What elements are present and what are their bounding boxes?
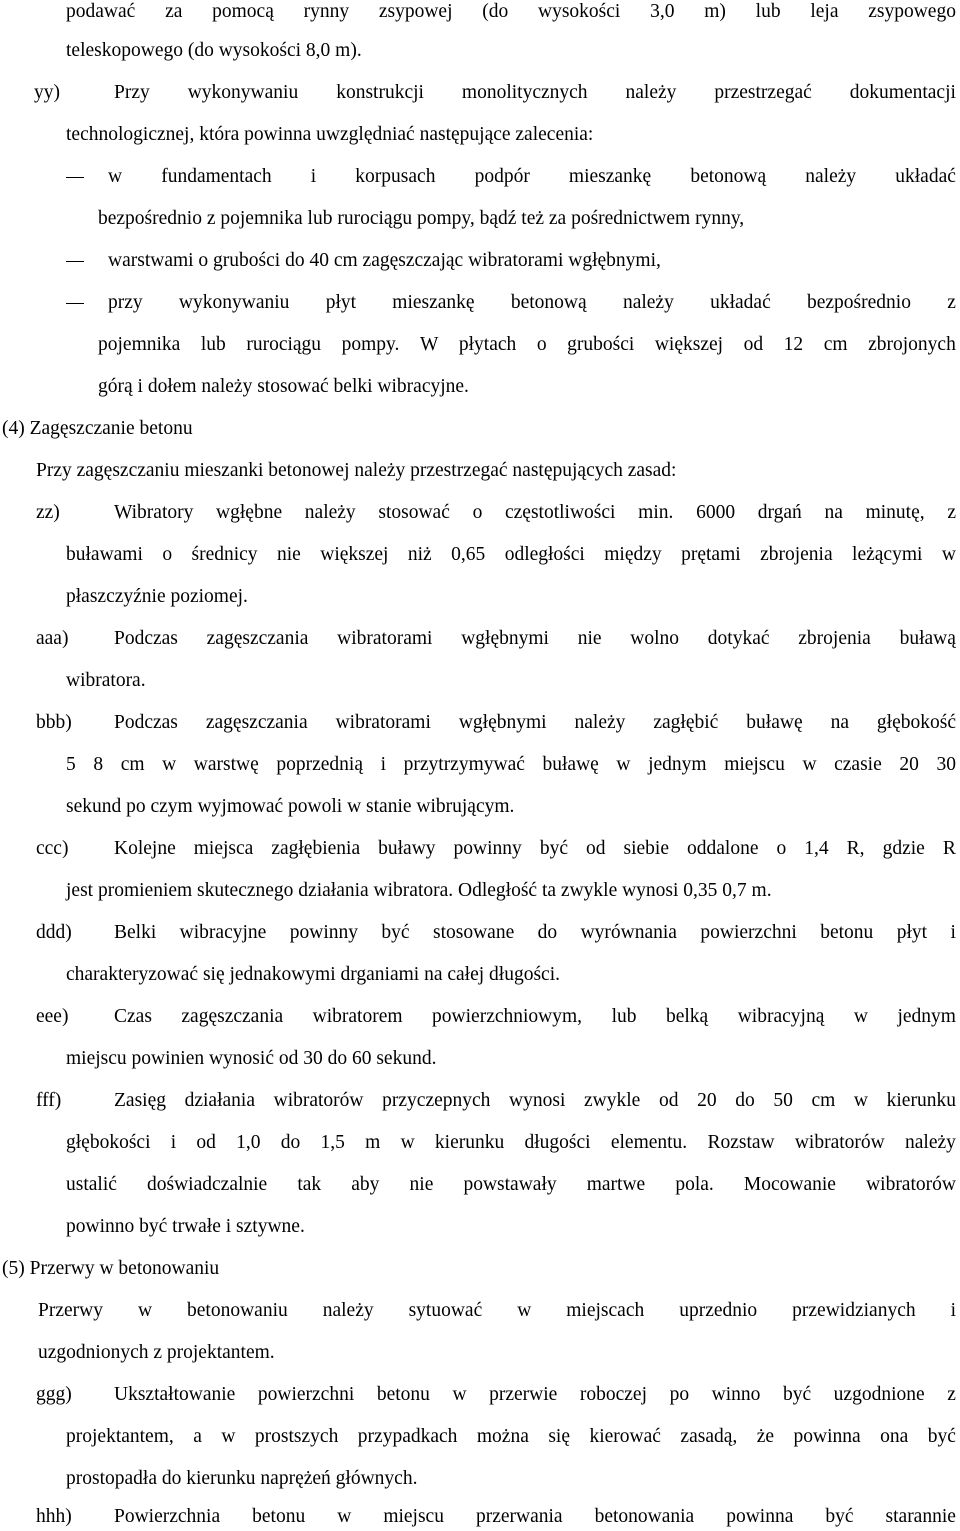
word: być — [539, 838, 568, 859]
word: lub — [755, 1, 781, 22]
word: od — [658, 1090, 679, 1111]
word: zagęszczania — [181, 1006, 284, 1027]
word: rynny — [303, 1, 350, 22]
word: a — [193, 1426, 202, 1447]
bullet-3-line-1 — [108, 291, 956, 315]
item-label-ccc: ccc) — [36, 838, 69, 859]
item-ggg-line-3: prostopadła do kierunku naprężeń głównych. — [66, 1468, 418, 1489]
word: wibracyjne — [179, 922, 267, 943]
word: w — [452, 1384, 467, 1405]
word: powierzchni — [700, 922, 797, 943]
word: stosować — [378, 502, 450, 523]
word: doświadczalnie — [147, 1174, 268, 1195]
word: prętami — [681, 544, 741, 565]
section-5-intro-line-2: uzgodnionych z projektantem. — [38, 1342, 275, 1363]
word: betonu — [376, 1384, 430, 1405]
word: wysokości — [538, 1, 621, 22]
word: wibratorów — [866, 1174, 956, 1195]
word: leja — [810, 1, 839, 22]
word: tak — [297, 1174, 322, 1195]
word: pola. — [675, 1174, 714, 1195]
bullet-3-line-2 — [98, 333, 956, 357]
word: i — [950, 1300, 956, 1321]
word: betonową — [690, 166, 767, 187]
word: pomocą — [212, 1, 274, 22]
word: buławy — [378, 838, 436, 859]
word: przy — [108, 292, 143, 313]
word: miejscu — [724, 754, 785, 775]
item-label-eee: eee) — [36, 1006, 69, 1027]
word: większej — [320, 544, 389, 565]
word: na — [824, 502, 843, 523]
word: wyrównania — [580, 922, 677, 943]
word: konstrukcji — [336, 82, 424, 103]
bullet-3-line-3: górą i dołem należy stosować belki wibracyjne. — [98, 376, 469, 397]
word: powstawały — [463, 1174, 557, 1195]
word: R, — [846, 838, 865, 859]
item-yy-line-1 — [114, 81, 956, 105]
word: przerwania — [475, 1506, 563, 1527]
word: należy — [905, 1132, 956, 1153]
word: w — [137, 1300, 153, 1321]
item-fff-line-4: powinno być trwałe i sztywne. — [66, 1216, 305, 1237]
word: głębokości — [66, 1132, 151, 1153]
word: kierunku — [434, 1132, 505, 1153]
item-fff-line-3 — [66, 1173, 956, 1197]
word: Powierzchnia — [114, 1506, 221, 1527]
word: wolno — [630, 628, 680, 649]
word: przerwie — [489, 1384, 558, 1405]
word: drgań — [757, 502, 802, 523]
word: powierzchni — [257, 1384, 355, 1405]
word: niż — [407, 544, 432, 565]
word: leżącymi — [852, 544, 923, 565]
word: Ukształtowanie — [114, 1384, 236, 1405]
word: ustalić — [66, 1174, 117, 1195]
word: buławą — [899, 628, 956, 649]
word: 1,4 — [804, 838, 829, 859]
word: poprzednią — [276, 754, 364, 775]
word: betonową — [510, 292, 587, 313]
word: zbrojonych — [868, 334, 956, 355]
word: korpusach — [355, 166, 436, 187]
word: można — [476, 1426, 529, 1447]
word: zbrojenia — [798, 628, 871, 649]
word: i — [380, 754, 387, 775]
word: Podczas — [114, 712, 178, 733]
word: m) — [704, 1, 726, 22]
word: przyczepnych — [382, 1090, 491, 1111]
word: 1,5 — [320, 1132, 345, 1153]
word: starannie — [885, 1506, 956, 1527]
word: mieszankę — [568, 166, 652, 187]
word: powierzchniowym, — [432, 1006, 583, 1027]
word: oddalone — [687, 838, 759, 859]
word: gdzie — [882, 838, 925, 859]
word: być — [782, 1384, 812, 1405]
word: zbrojenia — [760, 544, 833, 565]
item-ggg-line-1 — [114, 1383, 956, 1407]
word: Wibratory — [114, 502, 194, 523]
bullet-1-line-1 — [108, 165, 956, 189]
word: dokumentacji — [849, 82, 956, 103]
word: w — [853, 1090, 868, 1111]
word: wibratorami — [335, 712, 431, 733]
word: pompy. — [341, 334, 400, 355]
item-eee-line-2: miejscu powinien wynosić od 30 do 60 sekund. — [66, 1048, 437, 1069]
word: Zasięg — [114, 1090, 166, 1111]
item-bbb-line-2 — [66, 753, 956, 777]
word: zwykle — [584, 1090, 641, 1111]
word: że — [756, 1426, 775, 1447]
word: w — [162, 754, 177, 775]
word: cm — [823, 334, 848, 355]
word: należy — [574, 712, 626, 733]
word: buławę — [542, 754, 599, 775]
word: należy — [304, 502, 356, 523]
item-ggg-line-2 — [66, 1425, 956, 1449]
word: i — [950, 922, 956, 943]
word: prostszych — [254, 1426, 339, 1447]
item-label-hhh: hhh) — [36, 1506, 72, 1527]
word: podawać — [66, 1, 136, 22]
word: betonu — [252, 1506, 306, 1527]
word: pojemnika — [98, 334, 181, 355]
word: od — [196, 1132, 216, 1153]
word: min. — [638, 502, 674, 523]
word: zagłębić — [653, 712, 719, 733]
word: lub — [611, 1006, 637, 1027]
section-4-intro: Przy zagęszczaniu mieszanki betonowej należy przestrzegać następujących zasad: — [36, 460, 677, 481]
word: o — [536, 334, 547, 355]
word: 20 — [899, 754, 919, 775]
word: ona — [880, 1426, 909, 1447]
word: betonowaniu — [187, 1300, 288, 1321]
word: stosowane — [432, 922, 515, 943]
word: 20 — [697, 1090, 717, 1111]
bullet-2-line-1: warstwami o grubości do 40 cm zagęszczając wibratorami wgłębnymi, — [108, 250, 661, 271]
word: minutę, — [865, 502, 925, 523]
word: 12 — [783, 334, 804, 355]
word: rurociągu — [246, 334, 322, 355]
word: aby — [351, 1174, 380, 1195]
word: elementu. — [610, 1132, 688, 1153]
item-ccc-line-1 — [114, 837, 956, 861]
word: cm — [811, 1090, 836, 1111]
word: Mocowanie — [743, 1174, 836, 1195]
word: 50 — [773, 1090, 793, 1111]
word: zagęszczania — [206, 628, 309, 649]
item-label-ddd: ddd) — [36, 922, 72, 943]
word: układać — [895, 166, 956, 187]
word: grubości — [567, 334, 635, 355]
word: martwe — [586, 1174, 646, 1195]
word: przypadkach — [357, 1426, 458, 1447]
word: płyt — [896, 922, 928, 943]
word: na — [830, 712, 849, 733]
word: od — [743, 334, 764, 355]
word: winno — [711, 1384, 761, 1405]
word: wynosi — [509, 1090, 566, 1111]
word: miejscach — [566, 1300, 645, 1321]
word: belką — [665, 1006, 709, 1027]
word: 30 — [936, 754, 956, 775]
word: częstotliwości — [505, 502, 616, 523]
item-zz-line-1 — [114, 501, 956, 525]
word: czasie — [834, 754, 882, 775]
continuation-line-2: teleskopowego (do wysokości 8,0 m). — [66, 40, 362, 61]
item-label-bbb: bbb) — [36, 712, 72, 733]
word: kierunku — [886, 1090, 956, 1111]
word: w — [400, 1132, 415, 1153]
word: powinny — [289, 922, 358, 943]
item-ccc-line-2: jest promieniem skutecznego działania wibratora. Odległość ta zwykle wynosi 0,35 0,7 m. — [66, 880, 772, 901]
word: być — [381, 922, 410, 943]
word: monolitycznych — [461, 82, 588, 103]
word: cm — [120, 754, 145, 775]
item-label-yy: yy) — [34, 82, 60, 103]
word: o — [162, 544, 173, 565]
word: uzgodnione — [833, 1384, 925, 1405]
word: zagłębienia — [271, 838, 361, 859]
word: powinna — [793, 1426, 861, 1447]
word: zsypowej — [378, 1, 453, 22]
word: układać — [710, 292, 771, 313]
word: 8 — [93, 754, 104, 775]
item-label-fff: fff) — [36, 1090, 62, 1111]
word: Czas — [114, 1006, 152, 1027]
word: powinny — [453, 838, 522, 859]
item-aaa-line-1 — [114, 627, 956, 651]
word: w — [517, 1300, 532, 1321]
word: Kolejne — [114, 838, 176, 859]
item-zz-line-3: płaszczyźnie poziomej. — [66, 586, 248, 607]
word: należy — [322, 1300, 374, 1321]
word: wykonywaniu — [187, 82, 299, 103]
word: być — [825, 1506, 854, 1527]
dash-bullet-1 — [66, 177, 84, 178]
word: siebie — [623, 838, 669, 859]
word: miejscu — [383, 1506, 444, 1527]
word: do — [537, 922, 558, 943]
word: w — [941, 544, 956, 565]
word: zsypowego — [868, 1, 956, 22]
word: w — [853, 1006, 868, 1027]
word: w — [221, 1426, 236, 1447]
word: nie — [276, 544, 301, 565]
word: buławami — [66, 544, 143, 565]
word: sytuować — [408, 1300, 483, 1321]
continuation-line-1 — [66, 0, 956, 24]
word: nie — [409, 1174, 434, 1195]
word: wibratorów — [273, 1090, 364, 1111]
word: należy — [625, 82, 677, 103]
word: być — [927, 1426, 956, 1447]
word: w — [802, 754, 817, 775]
item-bbb-line-3: sekund po czym wyjmować powoli w stanie wibrującym. — [66, 796, 515, 817]
word: długości — [524, 1132, 591, 1153]
word: za — [165, 1, 183, 22]
item-yy-line-2: technologicznej, która powinna uwzględniać następujące zalecenia: — [66, 124, 594, 145]
word: Belki — [114, 922, 157, 943]
word: z — [947, 502, 956, 523]
word: do — [280, 1132, 301, 1153]
word: i — [170, 1132, 177, 1153]
word: 6000 — [696, 502, 736, 523]
item-zz-line-2 — [66, 543, 956, 567]
word: do — [735, 1090, 755, 1111]
word: W — [419, 334, 439, 355]
word: betonu — [820, 922, 874, 943]
word: uprzednio — [679, 1300, 758, 1321]
word: o — [776, 838, 787, 859]
word: fundamentach — [161, 166, 272, 187]
word: bezpośrednio — [807, 292, 911, 313]
word: wibratorem — [312, 1006, 403, 1027]
section-heading-5: (5) Przerwy w betonowaniu — [2, 1258, 220, 1279]
word: i — [310, 166, 317, 187]
word: mieszankę — [392, 292, 475, 313]
word: w — [108, 166, 123, 187]
word: m — [365, 1132, 381, 1153]
word: płytach — [458, 334, 517, 355]
word: zasadą, — [680, 1426, 738, 1447]
word: lub — [200, 334, 226, 355]
word: wibracyjną — [737, 1006, 825, 1027]
section-heading-4: (4) Zagęszczanie betonu — [2, 418, 193, 439]
item-fff-line-2 — [66, 1131, 956, 1155]
item-ddd-line-2: charakteryzować się jednakowymi drganiami na całej długości. — [66, 964, 560, 985]
word: w — [616, 754, 631, 775]
word: powinna — [726, 1506, 794, 1527]
item-aaa-line-2: wibratora. — [66, 670, 146, 691]
word: wgłębne — [216, 502, 283, 523]
dash-bullet-3 — [66, 303, 84, 304]
word: płyt — [325, 292, 357, 313]
word: jednym — [897, 1006, 956, 1027]
word: 5 — [66, 754, 76, 775]
word: przestrzegać — [714, 82, 812, 103]
word: wibratorami — [337, 628, 433, 649]
item-label-zz: zz) — [36, 502, 60, 523]
word: miejsca — [193, 838, 254, 859]
word: przytrzymywać — [403, 754, 525, 775]
word: Przy — [114, 82, 150, 103]
word: podpór — [474, 166, 530, 187]
word: zagęszczania — [205, 712, 308, 733]
word: Przerwy — [38, 1300, 103, 1321]
word: działania — [184, 1090, 255, 1111]
word: nie — [577, 628, 602, 649]
word: wibratorów — [794, 1132, 885, 1153]
word: z — [947, 292, 956, 313]
item-eee-line-1 — [114, 1005, 956, 1029]
item-ddd-line-1 — [114, 921, 956, 945]
word: odległości — [504, 544, 585, 565]
bullet-1-line-2: bezpośrednio z pojemnika lub rurociągu pompy, bądź też za pośrednictwem rynny, — [98, 208, 745, 229]
word: 1,0 — [236, 1132, 261, 1153]
word: wykonywaniu — [178, 292, 290, 313]
word: średnicy — [191, 544, 258, 565]
word: projektantem, — [66, 1426, 174, 1447]
word: o — [472, 502, 483, 523]
item-hhh-line-1 — [114, 1505, 956, 1529]
word: od — [585, 838, 606, 859]
word: dotykać — [707, 628, 770, 649]
word: (do — [482, 1, 509, 22]
word: z — [947, 1384, 956, 1405]
item-label-ggg: ggg) — [36, 1384, 72, 1405]
word: 3,0 — [650, 1, 675, 22]
dash-bullet-2 — [66, 261, 84, 262]
word: Podczas — [114, 628, 178, 649]
item-fff-line-1 — [114, 1089, 956, 1113]
word: głębokość — [876, 712, 956, 733]
word: jednym — [648, 754, 707, 775]
word: większej — [654, 334, 724, 355]
word: buławę — [746, 712, 803, 733]
word: roboczej — [579, 1384, 648, 1405]
word: należy — [622, 292, 674, 313]
word: wgłębnymi — [461, 628, 549, 649]
item-label-aaa: aaa) — [36, 628, 69, 649]
word: wgłębnymi — [458, 712, 547, 733]
word: przewidzianych — [792, 1300, 916, 1321]
word: warstwę — [193, 754, 259, 775]
word: betonowania — [594, 1506, 695, 1527]
word: kierować — [589, 1426, 661, 1447]
word: w — [337, 1506, 352, 1527]
word: R — [942, 838, 956, 859]
word: należy — [805, 166, 857, 187]
word: po — [669, 1384, 690, 1405]
item-bbb-line-1 — [114, 711, 956, 735]
word: 0,65 — [451, 544, 486, 565]
word: między — [604, 544, 662, 565]
section-5-intro-line-1 — [38, 1299, 956, 1323]
word: się — [548, 1426, 571, 1447]
word: Rozstaw — [707, 1132, 775, 1153]
